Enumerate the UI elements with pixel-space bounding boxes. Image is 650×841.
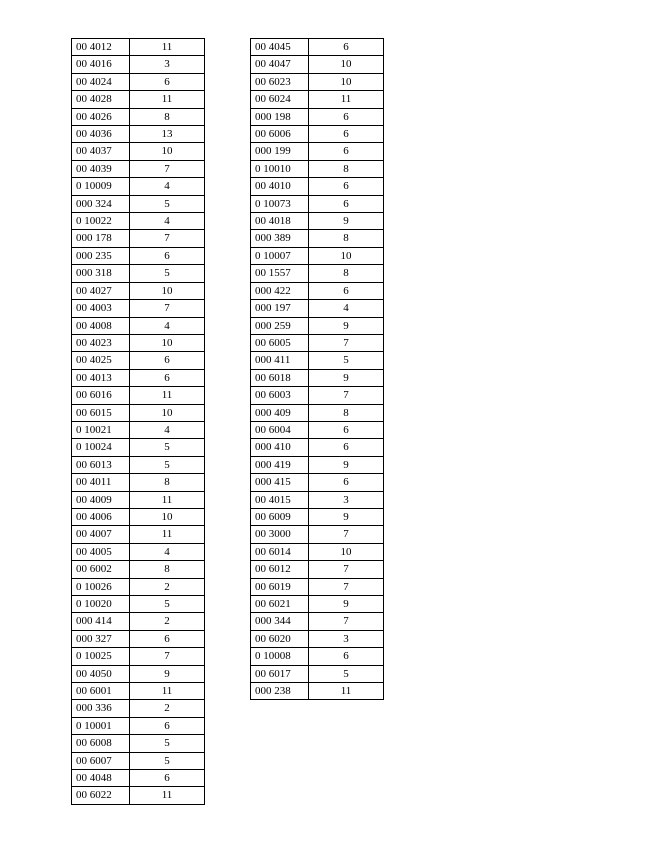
code-cell: 00 6012 [251,561,309,578]
count-cell: 8 [309,404,384,421]
code-cell: 00 4027 [72,282,130,299]
table-row [72,230,205,247]
code-cell: 00 6009 [251,508,309,525]
left-table-body [72,39,205,805]
count-cell: 9 [309,456,384,473]
code-cell: 000 324 [72,195,130,212]
table-row [72,404,205,421]
code-cell: 00 4025 [72,352,130,369]
code-cell: 00 4012 [72,39,130,56]
code-cell: 00 4011 [72,474,130,491]
table-row [251,665,384,682]
count-cell: 5 [130,439,205,456]
code-cell: 0 10007 [251,247,309,264]
count-cell: 2 [130,700,205,717]
table-row [72,352,205,369]
code-cell: 000 410 [251,439,309,456]
count-cell: 5 [130,456,205,473]
code-cell: 000 318 [72,265,130,282]
table-row [251,265,384,282]
code-cell: 000 336 [72,700,130,717]
count-cell: 2 [130,578,205,595]
table-row [72,613,205,630]
count-cell: 6 [130,369,205,386]
left-data-table [71,38,205,805]
right-data-table [250,38,384,700]
table-row [251,160,384,177]
table-row [251,456,384,473]
table-row [72,648,205,665]
code-cell: 000 238 [251,683,309,700]
table-row [72,265,205,282]
table-row [72,39,205,56]
count-cell: 4 [130,178,205,195]
code-cell: 00 4028 [72,91,130,108]
count-cell: 7 [130,230,205,247]
code-cell: 00 4050 [72,665,130,682]
code-cell: 00 4037 [72,143,130,160]
code-cell: 00 6019 [251,578,309,595]
table-row [72,300,205,317]
count-cell: 6 [309,195,384,212]
count-cell: 5 [130,735,205,752]
count-cell: 8 [309,230,384,247]
count-cell: 10 [309,73,384,90]
table-row [251,317,384,334]
code-cell: 00 6018 [251,369,309,386]
table-row [251,578,384,595]
code-cell: 0 10008 [251,648,309,665]
code-cell: 0 10020 [72,596,130,613]
table-row [72,456,205,473]
code-cell: 0 10001 [72,717,130,734]
count-cell: 9 [309,369,384,386]
table-row [72,213,205,230]
code-cell: 00 6024 [251,91,309,108]
count-cell: 7 [130,300,205,317]
count-cell: 6 [309,474,384,491]
count-cell: 10 [130,143,205,160]
table-row [251,143,384,160]
code-cell: 00 4007 [72,526,130,543]
code-cell: 00 4009 [72,491,130,508]
count-cell: 8 [130,108,205,125]
code-cell: 000 419 [251,456,309,473]
code-cell: 00 4039 [72,160,130,177]
code-cell: 00 6007 [72,752,130,769]
count-cell: 6 [309,439,384,456]
count-cell: 6 [309,39,384,56]
count-cell: 6 [130,247,205,264]
table-row [72,334,205,351]
count-cell: 3 [309,630,384,647]
code-cell: 00 6006 [251,126,309,143]
count-cell: 3 [309,491,384,508]
table-row [72,665,205,682]
table-row [72,195,205,212]
table-row [72,143,205,160]
table-row [251,613,384,630]
table-row [251,300,384,317]
table-row [72,282,205,299]
count-cell: 9 [309,508,384,525]
code-cell: 00 4048 [72,770,130,787]
table-row [72,369,205,386]
count-cell: 6 [309,108,384,125]
table-row [72,91,205,108]
count-cell: 11 [130,491,205,508]
count-cell: 6 [309,126,384,143]
code-cell: 000 411 [251,352,309,369]
count-cell: 6 [130,770,205,787]
count-cell: 9 [309,596,384,613]
count-cell: 10 [130,282,205,299]
count-cell: 6 [309,143,384,160]
count-cell: 7 [130,160,205,177]
code-cell: 00 4026 [72,108,130,125]
code-cell: 000 198 [251,108,309,125]
right-table-body [251,39,384,700]
count-cell: 4 [130,421,205,438]
count-cell: 4 [130,543,205,560]
code-cell: 00 4023 [72,334,130,351]
code-cell: 00 4045 [251,39,309,56]
count-cell: 10 [309,543,384,560]
table-row [72,752,205,769]
table-row [72,73,205,90]
table-row [251,195,384,212]
count-cell: 7 [130,648,205,665]
code-cell: 00 6002 [72,561,130,578]
count-cell: 8 [130,474,205,491]
code-cell: 00 4013 [72,369,130,386]
table-row [251,387,384,404]
code-cell: 000 235 [72,247,130,264]
code-cell: 00 6004 [251,421,309,438]
table-row [251,56,384,73]
code-cell: 000 415 [251,474,309,491]
count-cell: 7 [309,334,384,351]
table-row [251,421,384,438]
code-cell: 00 6017 [251,665,309,682]
count-cell: 2 [130,613,205,630]
code-cell: 00 6016 [72,387,130,404]
table-row [251,91,384,108]
count-cell: 8 [309,265,384,282]
count-cell: 11 [130,39,205,56]
code-cell: 000 199 [251,143,309,160]
count-cell: 8 [309,160,384,177]
table-row [251,126,384,143]
table-row [251,630,384,647]
count-cell: 3 [130,56,205,73]
code-cell: 00 6014 [251,543,309,560]
count-cell: 11 [130,683,205,700]
table-row [72,787,205,804]
table-row [72,439,205,456]
table-row [72,717,205,734]
table-row [251,369,384,386]
table-row [72,508,205,525]
table-row [72,735,205,752]
table-row [251,213,384,230]
code-cell: 00 6020 [251,630,309,647]
table-row [72,108,205,125]
count-cell: 13 [130,126,205,143]
code-cell: 00 6022 [72,787,130,804]
code-cell: 000 422 [251,282,309,299]
table-row [72,596,205,613]
table-row [251,230,384,247]
count-cell: 11 [309,683,384,700]
table-row [72,700,205,717]
count-cell: 9 [309,317,384,334]
table-row [251,439,384,456]
count-cell: 5 [130,265,205,282]
table-row [251,178,384,195]
code-cell: 0 10026 [72,578,130,595]
code-cell: 000 389 [251,230,309,247]
count-cell: 6 [130,630,205,647]
code-cell: 00 4008 [72,317,130,334]
table-row [72,178,205,195]
table-row [251,404,384,421]
code-cell: 00 4024 [72,73,130,90]
count-cell: 4 [309,300,384,317]
count-cell: 10 [130,508,205,525]
code-cell: 000 327 [72,630,130,647]
code-cell: 0 10022 [72,213,130,230]
count-cell: 5 [130,752,205,769]
count-cell: 10 [130,404,205,421]
count-cell: 7 [309,578,384,595]
code-cell: 00 4005 [72,543,130,560]
count-cell: 10 [309,56,384,73]
count-cell: 6 [130,717,205,734]
table-row [72,683,205,700]
table-row [251,334,384,351]
table-row [251,247,384,264]
code-cell: 000 409 [251,404,309,421]
code-cell: 00 4010 [251,178,309,195]
count-cell: 5 [309,352,384,369]
table-row [72,770,205,787]
code-cell: 000 178 [72,230,130,247]
count-cell: 6 [130,352,205,369]
code-cell: 00 6008 [72,735,130,752]
code-cell: 00 4015 [251,491,309,508]
table-row [72,317,205,334]
table-row [251,526,384,543]
code-cell: 00 4016 [72,56,130,73]
code-cell: 00 6001 [72,683,130,700]
count-cell: 8 [130,561,205,578]
count-cell: 11 [130,91,205,108]
table-row [72,421,205,438]
code-cell: 00 6005 [251,334,309,351]
table-row [251,474,384,491]
code-cell: 0 10073 [251,195,309,212]
count-cell: 7 [309,561,384,578]
table-row [72,491,205,508]
count-cell: 6 [309,421,384,438]
table-row [72,247,205,264]
table-row [251,648,384,665]
table-row [72,578,205,595]
count-cell: 11 [130,787,205,804]
table-row [251,491,384,508]
table-row [72,543,205,560]
count-cell: 7 [309,387,384,404]
table-row [72,474,205,491]
count-cell: 5 [130,195,205,212]
code-cell: 00 4003 [72,300,130,317]
count-cell: 4 [130,317,205,334]
code-cell: 00 4047 [251,56,309,73]
count-cell: 5 [130,596,205,613]
count-cell: 6 [309,178,384,195]
table-row [251,543,384,560]
code-cell: 00 1557 [251,265,309,282]
count-cell: 6 [130,73,205,90]
code-cell: 0 10021 [72,421,130,438]
code-cell: 0 10010 [251,160,309,177]
table-row [72,126,205,143]
code-cell: 00 6013 [72,456,130,473]
table-row [251,73,384,90]
table-row [251,561,384,578]
code-cell: 00 4018 [251,213,309,230]
table-row [251,683,384,700]
count-cell: 7 [309,526,384,543]
count-cell: 6 [309,282,384,299]
code-cell: 0 10025 [72,648,130,665]
count-cell: 11 [309,91,384,108]
code-cell: 00 3000 [251,526,309,543]
code-cell: 00 4036 [72,126,130,143]
code-cell: 0 10009 [72,178,130,195]
count-cell: 9 [130,665,205,682]
count-cell: 6 [309,648,384,665]
table-row [72,56,205,73]
table-row [251,282,384,299]
count-cell: 10 [130,334,205,351]
table-row [72,387,205,404]
table-row [72,561,205,578]
code-cell: 000 197 [251,300,309,317]
count-cell: 11 [130,526,205,543]
table-row [72,160,205,177]
count-cell: 4 [130,213,205,230]
table-row [251,596,384,613]
code-cell: 00 6021 [251,596,309,613]
table-row [251,39,384,56]
code-cell: 00 6003 [251,387,309,404]
code-cell: 0 10024 [72,439,130,456]
code-cell: 000 344 [251,613,309,630]
count-cell: 9 [309,213,384,230]
table-row [251,508,384,525]
code-cell: 00 4006 [72,508,130,525]
table-row [72,630,205,647]
code-cell: 00 6023 [251,73,309,90]
code-cell: 00 6015 [72,404,130,421]
table-row [72,526,205,543]
count-cell: 11 [130,387,205,404]
table-row [251,108,384,125]
count-cell: 5 [309,665,384,682]
count-cell: 7 [309,613,384,630]
code-cell: 000 259 [251,317,309,334]
count-cell: 10 [309,247,384,264]
table-row [251,352,384,369]
code-cell: 000 414 [72,613,130,630]
